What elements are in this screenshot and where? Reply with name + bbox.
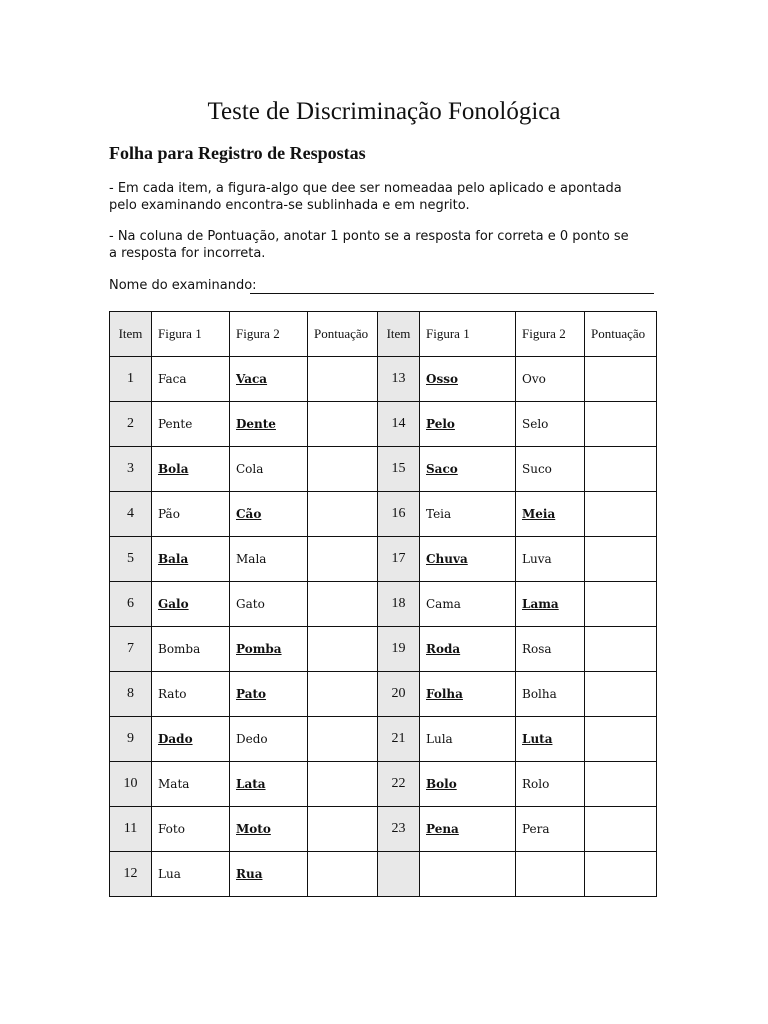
figure-1-word: Mata xyxy=(152,762,230,807)
figure-1-word: Faca xyxy=(152,357,230,402)
score-cell[interactable] xyxy=(308,627,378,672)
score-cell[interactable] xyxy=(308,492,378,537)
table-row xyxy=(110,852,657,897)
header-figura-1: Figura 1 xyxy=(152,312,230,357)
figure-2-word: Cola xyxy=(230,447,308,492)
table-row xyxy=(110,627,657,672)
item-number: 17 xyxy=(378,537,420,582)
score-cell[interactable] xyxy=(585,762,657,807)
figure-1-word: Roda xyxy=(420,627,516,672)
item-number: 16 xyxy=(378,492,420,537)
figure-1-word: Folha xyxy=(420,672,516,717)
figure-1-word: Pelo xyxy=(420,402,516,447)
item-number: 4 xyxy=(110,492,152,537)
item-number: 6 xyxy=(110,582,152,627)
table-row xyxy=(110,762,657,807)
table-row xyxy=(110,717,657,762)
score-cell[interactable] xyxy=(308,852,378,897)
figure-2-word: Luva xyxy=(516,537,585,582)
figure-2-word: Suco xyxy=(516,447,585,492)
figure-2-word xyxy=(516,852,585,897)
header-figura-2: Figura 2 xyxy=(516,312,585,357)
figure-1-word: Dado xyxy=(152,717,230,762)
figure-2-word: Ovo xyxy=(516,357,585,402)
item-number: 2 xyxy=(110,402,152,447)
header-pontuacao: Pontuação xyxy=(308,312,378,357)
score-cell[interactable] xyxy=(308,582,378,627)
figure-1-word: Saco xyxy=(420,447,516,492)
table-row xyxy=(110,357,657,402)
figure-1-word: Cama xyxy=(420,582,516,627)
score-cell[interactable] xyxy=(585,357,657,402)
item-number: 12 xyxy=(110,852,152,897)
score-cell[interactable] xyxy=(585,582,657,627)
score-cell[interactable] xyxy=(308,357,378,402)
figure-2-word: Meia xyxy=(516,492,585,537)
item-number: 7 xyxy=(110,627,152,672)
item-number: 1 xyxy=(110,357,152,402)
figure-1-word: Bomba xyxy=(152,627,230,672)
figure-1-word: Chuva xyxy=(420,537,516,582)
figure-1-word: Galo xyxy=(152,582,230,627)
figure-1-word: Lula xyxy=(420,717,516,762)
item-number: 3 xyxy=(110,447,152,492)
header-figura-2: Figura 2 xyxy=(230,312,308,357)
score-cell[interactable] xyxy=(585,402,657,447)
score-cell[interactable] xyxy=(585,627,657,672)
figure-2-word: Cão xyxy=(230,492,308,537)
score-cell[interactable] xyxy=(585,807,657,852)
item-number: 9 xyxy=(110,717,152,762)
instruction-paragraph-2: - Na coluna de Pontuação, anotar 1 ponto se a resposta for correta e 0 ponto se a resposta for incorreta. xyxy=(109,229,629,261)
score-cell[interactable] xyxy=(308,762,378,807)
figure-2-word: Rua xyxy=(230,852,308,897)
figure-1-word: Foto xyxy=(152,807,230,852)
figure-1-word: Teia xyxy=(420,492,516,537)
figure-2-word: Vaca xyxy=(230,357,308,402)
figure-2-word: Pomba xyxy=(230,627,308,672)
response-table xyxy=(109,311,657,897)
figure-2-word: Dedo xyxy=(230,717,308,762)
header-item: Item xyxy=(110,312,152,357)
figure-1-word: Lua xyxy=(152,852,230,897)
score-cell[interactable] xyxy=(308,672,378,717)
figure-2-word: Lata xyxy=(230,762,308,807)
item-number: 10 xyxy=(110,762,152,807)
figure-2-word: Pera xyxy=(516,807,585,852)
header-pontuacao: Pontuação xyxy=(585,312,657,357)
figure-1-word: Pena xyxy=(420,807,516,852)
figure-1-word: Bala xyxy=(152,537,230,582)
score-cell[interactable] xyxy=(585,537,657,582)
score-cell[interactable] xyxy=(585,447,657,492)
header-figura-1: Figura 1 xyxy=(420,312,516,357)
figure-2-word: Luta xyxy=(516,717,585,762)
item-number: 20 xyxy=(378,672,420,717)
table-row xyxy=(110,537,657,582)
table-row xyxy=(110,402,657,447)
figure-2-word: Mala xyxy=(230,537,308,582)
figure-2-word: Selo xyxy=(516,402,585,447)
item-number: 11 xyxy=(110,807,152,852)
instruction-paragraph-1: - Em cada item, a figura-algo que dee ser nomeadaa pelo aplicado e apontada pelo examinando encontra-se sublinhada e em negrito. xyxy=(109,181,622,213)
score-cell[interactable] xyxy=(308,807,378,852)
score-cell[interactable] xyxy=(308,402,378,447)
figure-1-word: Bolo xyxy=(420,762,516,807)
item-number: 13 xyxy=(378,357,420,402)
score-cell[interactable] xyxy=(585,717,657,762)
table-row xyxy=(110,807,657,852)
item-number: 21 xyxy=(378,717,420,762)
table-header-row xyxy=(110,312,657,357)
score-cell[interactable] xyxy=(308,447,378,492)
figure-2-word: Lama xyxy=(516,582,585,627)
figure-2-word: Pato xyxy=(230,672,308,717)
score-cell[interactable] xyxy=(308,537,378,582)
examinee-name-label: Nome do examinando: xyxy=(109,278,257,293)
examinee-name-field[interactable] xyxy=(250,293,654,294)
table-row xyxy=(110,672,657,717)
figure-2-word: Dente xyxy=(230,402,308,447)
item-number: 15 xyxy=(378,447,420,492)
item-number: 23 xyxy=(378,807,420,852)
score-cell[interactable] xyxy=(585,852,657,897)
figure-2-word: Gato xyxy=(230,582,308,627)
item-number: 18 xyxy=(378,582,420,627)
item-number: 5 xyxy=(110,537,152,582)
figure-2-word: Bolha xyxy=(516,672,585,717)
figure-1-word xyxy=(420,852,516,897)
figure-1-word: Osso xyxy=(420,357,516,402)
item-number xyxy=(378,852,420,897)
item-number: 8 xyxy=(110,672,152,717)
figure-2-word: Rosa xyxy=(516,627,585,672)
figure-1-word: Pão xyxy=(152,492,230,537)
figure-1-word: Pente xyxy=(152,402,230,447)
score-cell[interactable] xyxy=(585,492,657,537)
document-title: Teste de Discriminação Fonológica xyxy=(207,98,561,125)
figure-2-word: Rolo xyxy=(516,762,585,807)
figure-2-word: Moto xyxy=(230,807,308,852)
header-item: Item xyxy=(378,312,420,357)
table-row xyxy=(110,447,657,492)
score-cell[interactable] xyxy=(585,672,657,717)
figure-1-word: Rato xyxy=(152,672,230,717)
figure-1-word: Bola xyxy=(152,447,230,492)
item-number: 22 xyxy=(378,762,420,807)
item-number: 14 xyxy=(378,402,420,447)
table-row xyxy=(110,492,657,537)
score-cell[interactable] xyxy=(308,717,378,762)
document-subtitle: Folha para Registro de Respostas xyxy=(109,143,366,163)
item-number: 19 xyxy=(378,627,420,672)
table-row xyxy=(110,582,657,627)
